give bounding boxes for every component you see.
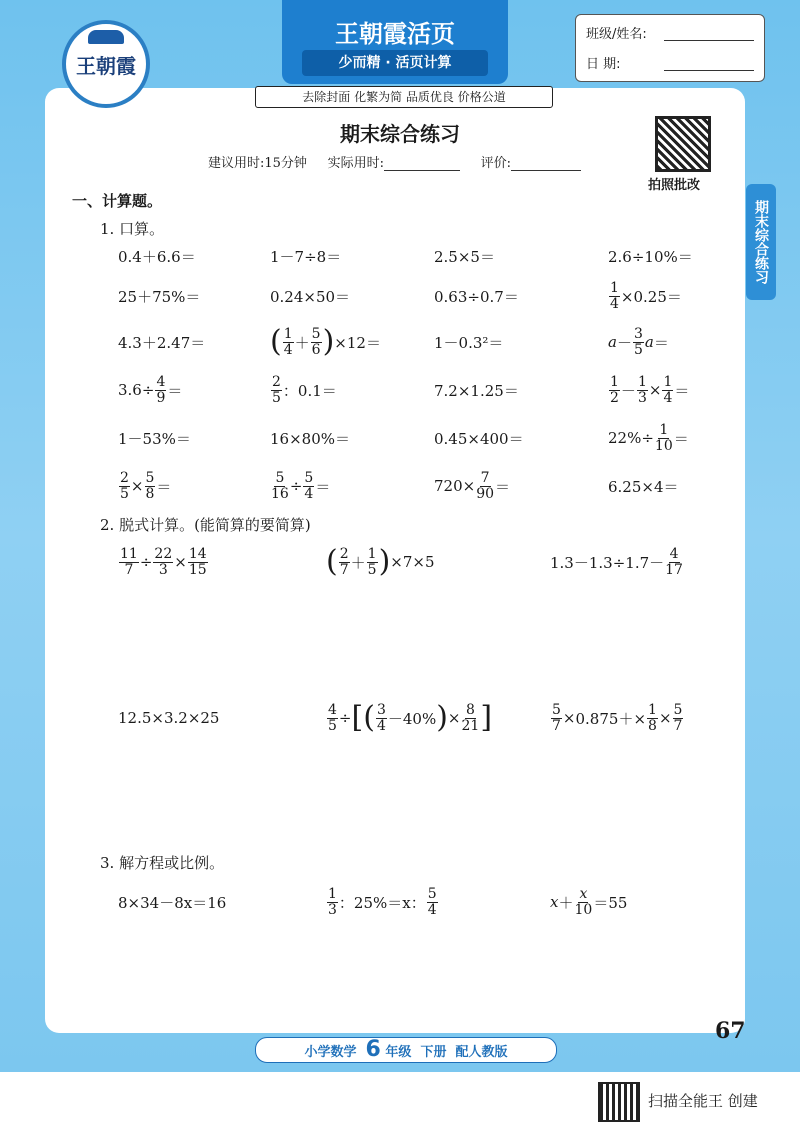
oral-problem: 2 5 × 5 8 ＝ xyxy=(120,469,172,502)
step-problem: 1.3－1.3÷1.7－ 4 17 xyxy=(550,545,683,578)
page-number: 67 xyxy=(715,1018,746,1044)
step-problem: ( 2 7 ＋ 1 5 ) ×7×5 xyxy=(326,544,435,579)
oral-problem: 0.24×50＝ xyxy=(270,287,351,306)
crown-icon xyxy=(88,30,124,44)
class-name-row xyxy=(586,23,754,45)
oral-problem: $\frac{1}{4}$ ×0.25＝ xyxy=(610,279,682,312)
oral-problem: 25＋75%＝ xyxy=(118,287,201,306)
step-problem: 12.5×3.2×25 xyxy=(118,709,220,727)
brand-title: 王朝霞活页 xyxy=(335,20,455,48)
oral-problem: 720× 7 90 ＝ xyxy=(434,469,511,502)
oral-problem: 2 5 ：0.1＝ xyxy=(272,373,337,406)
footer-grade-unit: 年级 xyxy=(385,1045,412,1060)
class-name-label: 班级/姓名: xyxy=(586,27,647,42)
logo-text: 王朝霞 xyxy=(76,54,136,78)
student-info-box xyxy=(575,14,765,82)
oral-problem: 1－53%＝ xyxy=(118,429,191,448)
eval-field[interactable] xyxy=(511,170,581,171)
actual-time-label: 实际用时: xyxy=(327,156,384,171)
step-problem: 11 7 ÷ 22 3 × 14 15 xyxy=(120,545,207,578)
time-meta xyxy=(208,152,581,171)
equation-problem: 8×34－8x＝16 xyxy=(118,893,227,912)
oral-problem: 3.6÷ 4 9 ＝ xyxy=(118,373,183,406)
actual-time-field[interactable] xyxy=(384,170,460,171)
oral-problem: 7.2×1.25＝ xyxy=(434,381,519,400)
section-heading: 一、计算题。 xyxy=(72,192,163,210)
brand-banner xyxy=(282,0,508,84)
oral-problem: 6.25×4＝ xyxy=(608,477,679,496)
oral-problem: 5 16 ÷ 5 4 ＝ xyxy=(271,469,331,502)
eval-label: 评价: xyxy=(480,156,512,171)
oral-problem: 1 2 － 1 3 × 1 4 ＝ xyxy=(610,373,690,406)
date-row xyxy=(586,53,754,75)
oral-problem: 2.6÷10%＝ xyxy=(608,247,693,266)
oral-problem: 2.5×5＝ xyxy=(434,247,495,266)
oral-problem: 1－7÷8＝ xyxy=(270,247,342,266)
step-problem: 4 5 ÷ [ ( 3 4 －40% ) × 8 21 ] xyxy=(328,700,493,735)
qr-label: 拍照批改 xyxy=(648,178,701,193)
oral-problem: 0.4＋6.6＝ xyxy=(118,247,196,266)
oral-problem: 22%÷ 1 10 ＝ xyxy=(608,421,689,454)
oral-problem: a － 3 5 a ＝ xyxy=(608,325,669,358)
footer-grade: 6 xyxy=(365,1037,381,1062)
step-calc-label: 2. 脱式计算。(能简算的要简算) xyxy=(100,516,311,534)
footer-subject: 小学数学 xyxy=(304,1045,357,1060)
suggested-time: 建议用时:15分钟 xyxy=(208,156,307,171)
oral-problem: 16×80%＝ xyxy=(270,429,350,448)
footer-edition: 配人教版 xyxy=(455,1045,508,1060)
oral-problem: ( 1 4 ＋ 5 6 ) ×12＝ xyxy=(270,324,381,359)
class-name-field[interactable] xyxy=(664,40,754,41)
scanner-qr-icon xyxy=(598,1082,640,1122)
oral-problem: 1－0.3²＝ xyxy=(434,333,504,352)
side-tab: 期末综合练习 xyxy=(746,184,776,300)
brand-logo xyxy=(62,20,150,108)
footer-banner xyxy=(255,1037,557,1063)
date-field[interactable] xyxy=(664,70,754,71)
fraction: $\frac{1}{4}$ xyxy=(610,279,619,312)
page-title: 期末综合练习 xyxy=(340,122,460,146)
date-label: 日 期: xyxy=(586,57,621,72)
brand-subtitle: 少而精 · 活页计算 xyxy=(302,50,488,76)
oral-calc-label: 1. 口算。 xyxy=(100,220,165,238)
scanner-watermark: 扫描全能王 创建 xyxy=(648,1092,758,1110)
oral-problem: 0.63÷0.7＝ xyxy=(434,287,519,306)
oral-problem: 4.3＋2.47＝ xyxy=(118,333,206,352)
step-problem: 5 7 × 0.875＋× $\frac{1}{8}$ × 5 7 xyxy=(552,701,683,734)
footer-volume: 下册 xyxy=(420,1045,447,1060)
equation-label: 3. 解方程或比例。 xyxy=(100,854,225,872)
slogan: 去除封面 化繁为简 品质优良 价格公道 xyxy=(255,86,553,108)
oral-problem: 0.45×400＝ xyxy=(434,429,524,448)
equation-problem: x ＋ x 10 ＝55 xyxy=(550,885,628,918)
equation-problem: 1 3 ：25%＝x： 5 4 xyxy=(328,885,437,918)
